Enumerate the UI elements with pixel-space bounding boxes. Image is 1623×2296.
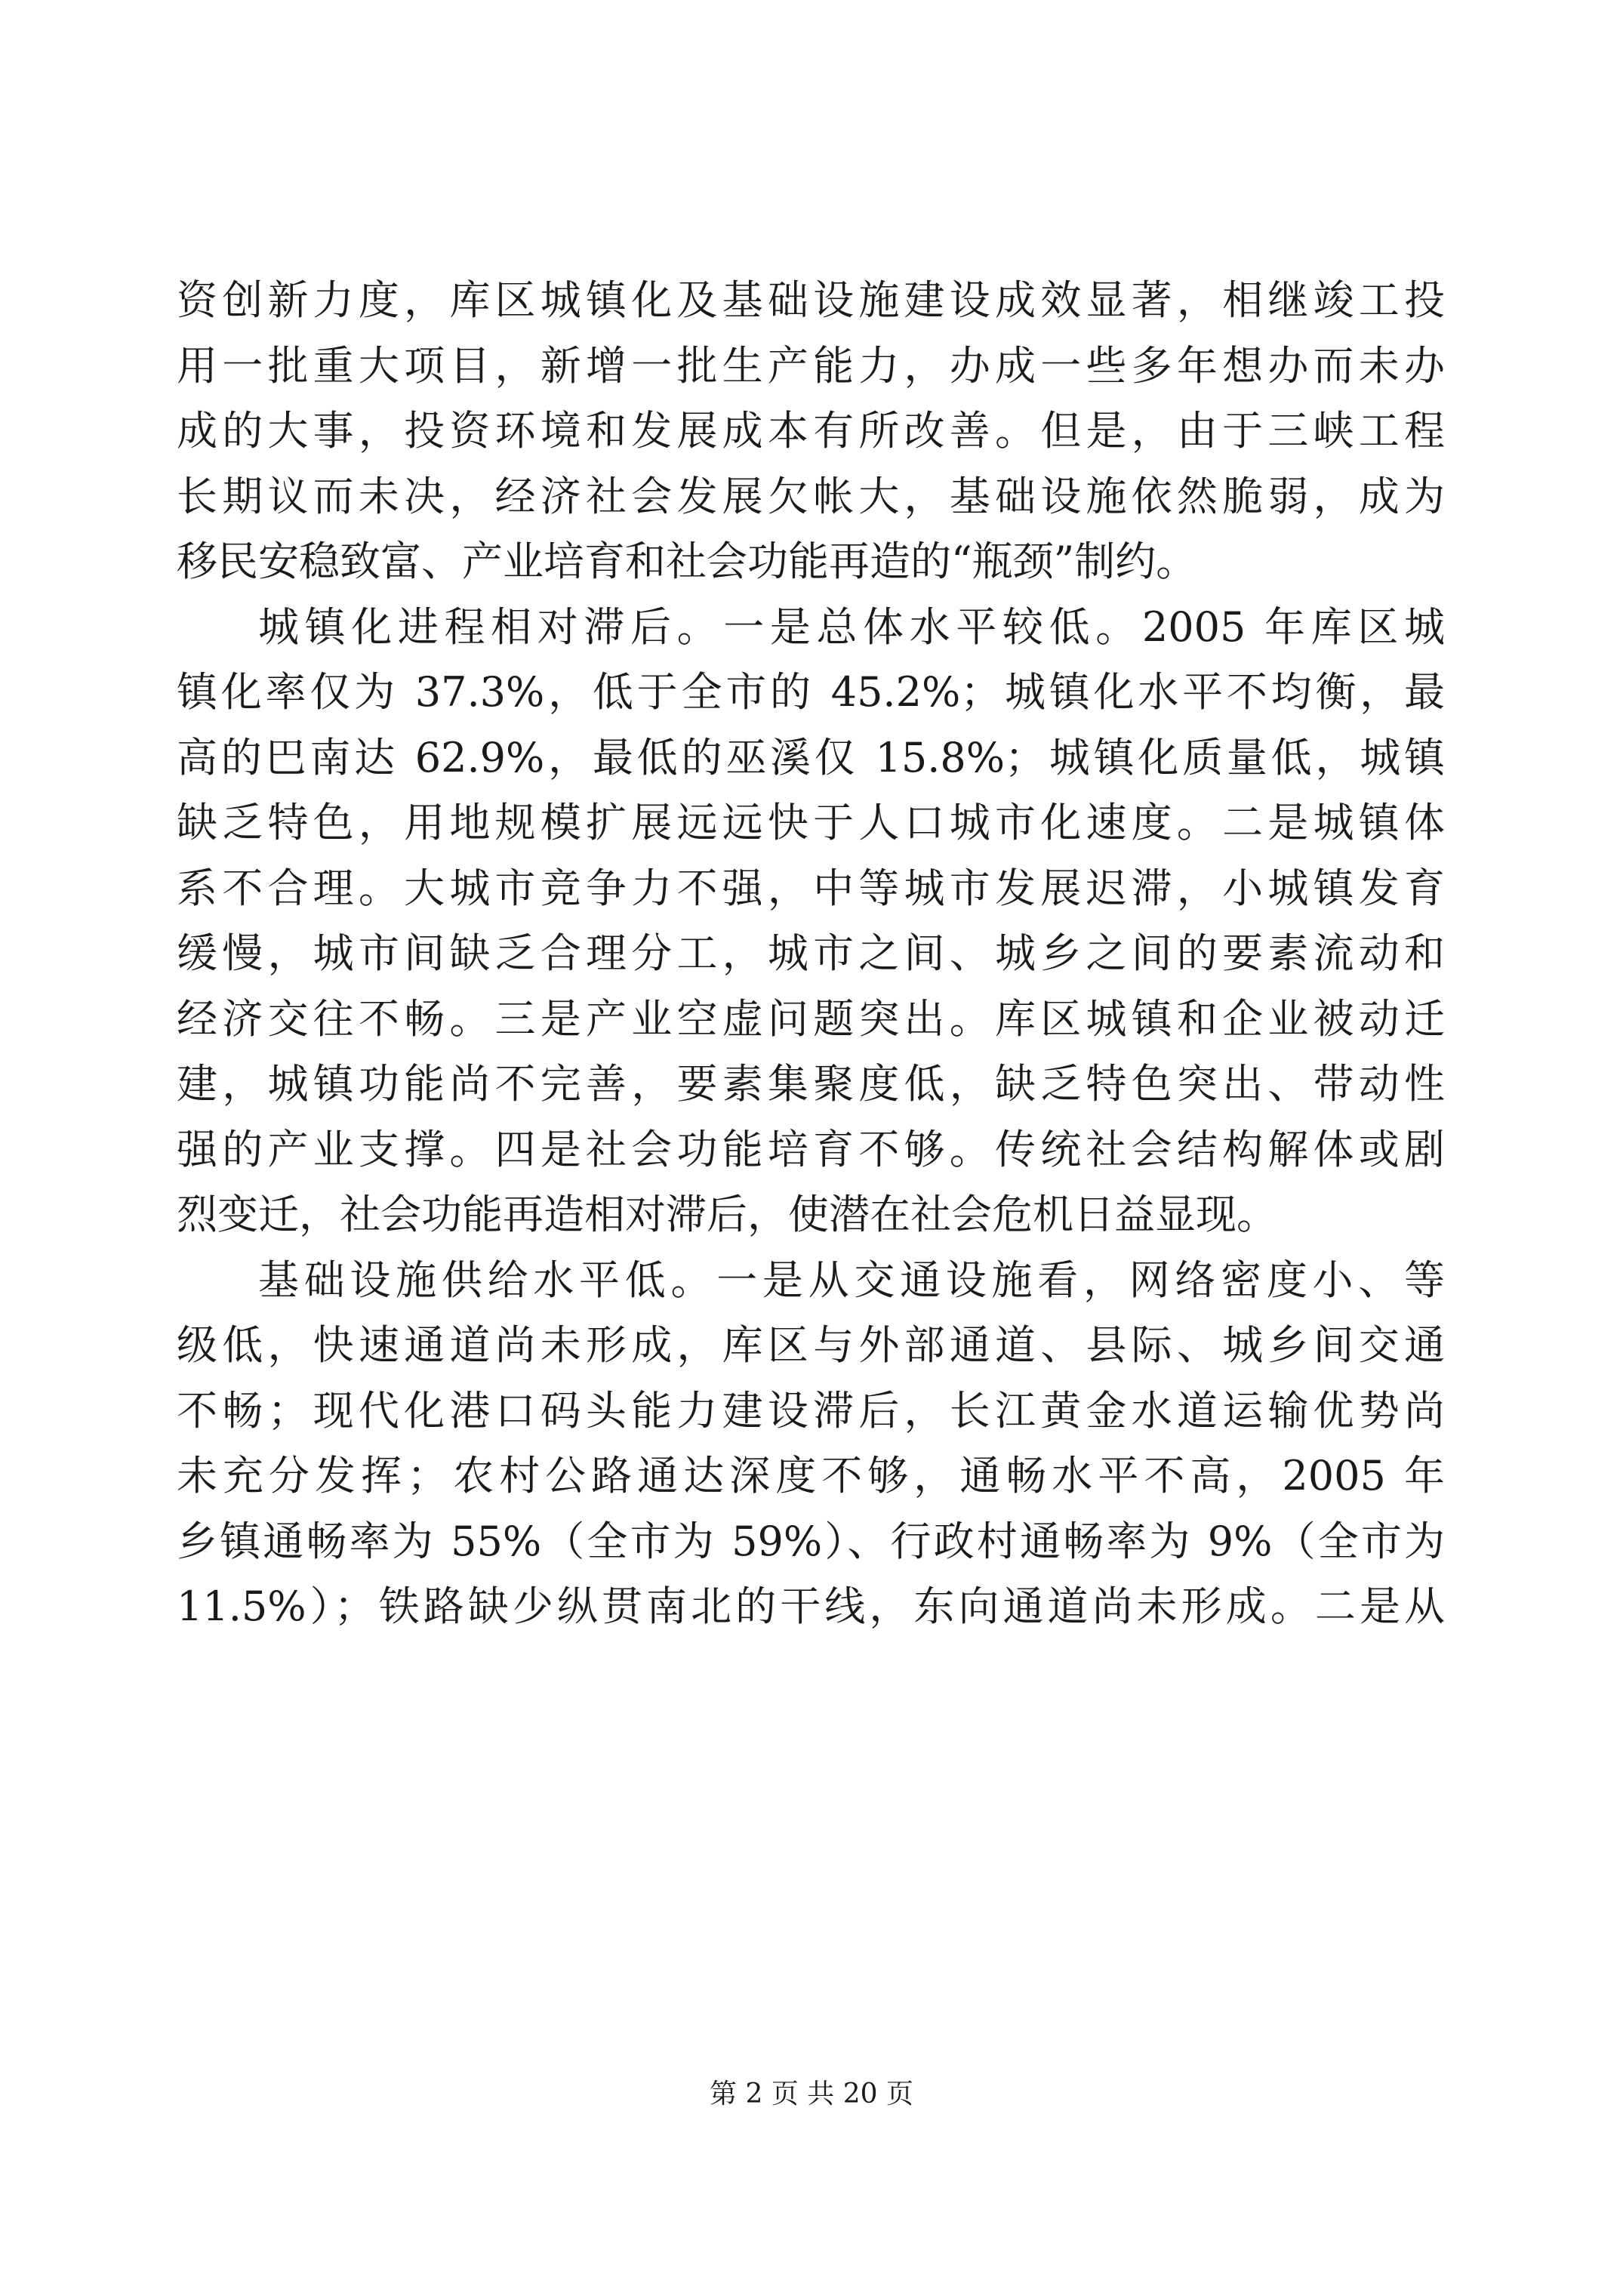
text-line: 长期议而未决，经济社会发展欠帐大，基础设施依然脆弱，成为 [177, 472, 1445, 520]
paragraph-first-line: 城镇化进程相对滞后。一是总体水平较低。2005 年库区城 [258, 603, 1445, 651]
text-line: 高的巴南达 62.9%，最低的巫溪仅 15.8%；城镇化质量低，城镇 [177, 733, 1445, 781]
text-line: 移民安稳致富、产业培育和社会功能再造的“瓶颈”制约。 [177, 538, 1197, 585]
text-line: 乡镇通畅率为 55%（全市为 59%）、行政村通畅率为 9%（全市为 [177, 1517, 1445, 1565]
text-line: 未充分发挥；农村公路通达深度不够，通畅水平不高，2005 年 [177, 1452, 1445, 1499]
text-line: 强的产业支撑。四是社会功能培育不够。传统社会结构解体或剧 [177, 1125, 1445, 1173]
page-number-label: 第 2 页 共 20 页 [710, 2079, 913, 2110]
text-line: 级低，快速通道尚未形成，库区与外部通道、县际、城乡间交通 [177, 1321, 1445, 1369]
text-line: 系不合理。大城市竞争力不强，中等城市发展迟滞，小城镇发育 [177, 864, 1445, 912]
text-line: 建，城镇功能尚不完善，要素集聚度低，缺乏特色突出、带动性 [177, 1060, 1445, 1108]
text-line: 经济交往不畅。三是产业空虚问题突出。库区城镇和企业被动迁 [177, 994, 1445, 1043]
text-line: 成的大事，投资环境和发展成本有所改善。但是，由于三峡工程 [177, 407, 1445, 455]
text-line: 缺乏特色，用地规模扩展远远快于人口城市化速度。二是城镇体 [177, 799, 1445, 846]
page-footer [0, 2073, 1623, 2111]
paragraph-first-line: 基础设施供给水平低。一是从交通设施看，网络密度小、等 [258, 1256, 1445, 1304]
text-line: 烈变迁，社会功能再造相对滞后，使潜在社会危机日益显现。 [177, 1191, 1277, 1238]
text-line: 镇化率仅为 37.3%，低于全市的 45.2%；城镇化水平不均衡，最 [177, 668, 1445, 716]
text-line: 资创新力度，库区城镇化及基础设施建设成效显著，相继竣工投 [177, 276, 1445, 324]
text-line: 不畅；现代化港口码头能力建设滞后，长江黄金水道运输优势尚 [177, 1386, 1445, 1435]
body-text [177, 268, 1445, 1640]
text-line: 用一批重大项目，新增一批生产能力，办成一些多年想办而未办 [177, 341, 1445, 390]
text-line: 11.5%）；铁路缺少纵贯南北的干线，东向通道尚未形成。二是从 [177, 1583, 1445, 1630]
text-line: 缓慢，城市间缺乏合理分工，城市之间、城乡之间的要素流动和 [177, 929, 1445, 977]
